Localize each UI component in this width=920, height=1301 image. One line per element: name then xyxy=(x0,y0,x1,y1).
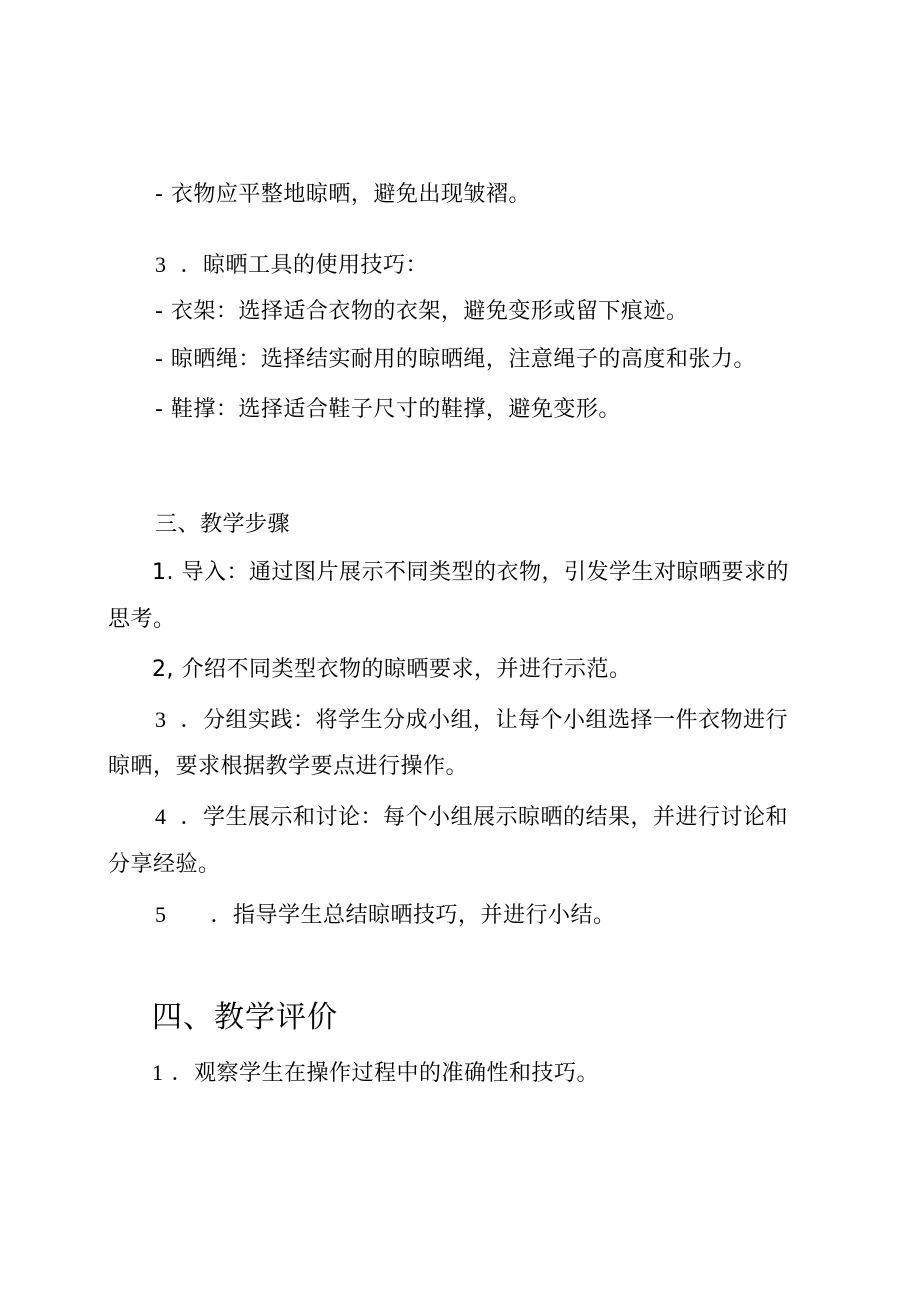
step4-line1 xyxy=(155,802,788,833)
step3-number: 3 xyxy=(155,707,167,732)
step3-text: ．分组实践：将学生分成小组，让每个小组选择一件衣物进行 xyxy=(180,708,789,733)
evaluation-item1 xyxy=(152,1058,599,1089)
step4-line2: 分享经验。 xyxy=(108,852,221,877)
step3-line2: 晾晒，要求根据教学要点进行操作。 xyxy=(108,754,469,779)
teaching-steps-heading: 三、教学步骤 xyxy=(155,512,291,537)
tool-item-hanger: - 衣架：选择适合衣物的衣架，避免变形或留下痕迹。 xyxy=(155,299,689,324)
tools-title: ．晾晒工具的使用技巧： xyxy=(180,253,429,278)
evaluation-item1-text: ．观察学生在操作过程中的准确性和技巧。 xyxy=(171,1061,600,1086)
tool-item-shoe-stretcher: - 鞋撑：选择适合鞋子尺寸的鞋撑，避免变形。 xyxy=(155,397,621,422)
step1-line1: 1. 导入：通过图片展示不同类型的衣物，引发学生对晾晒要求的 xyxy=(152,560,789,585)
clothes-flat-item: - 衣物应平整地晾晒，避免出现皱褶。 xyxy=(155,182,531,207)
step3-line1 xyxy=(155,705,788,736)
tools-subheading xyxy=(155,250,428,281)
step5-line xyxy=(155,900,616,931)
tools-number: 3 xyxy=(155,252,167,277)
step4-text: ．学生展示和讨论：每个小组展示晾晒的结果，并进行讨论和 xyxy=(180,805,789,830)
step5-number: 5 xyxy=(155,902,167,927)
step5-text: ．指导学生总结晾晒技巧，并进行小结。 xyxy=(210,903,616,928)
step4-number: 4 xyxy=(155,804,167,829)
teaching-evaluation-heading: 四、教学评价 xyxy=(152,1000,338,1035)
step1-line2: 思考。 xyxy=(108,607,176,632)
step2: 2, 介绍不同类型衣物的晾晒要求，并进行示范。 xyxy=(152,657,632,682)
tool-item-rope: - 晾晒绳：选择结实耐用的晾晒绳，注意绳子的高度和张力。 xyxy=(155,347,756,372)
evaluation-item1-number: 1 xyxy=(152,1060,164,1085)
